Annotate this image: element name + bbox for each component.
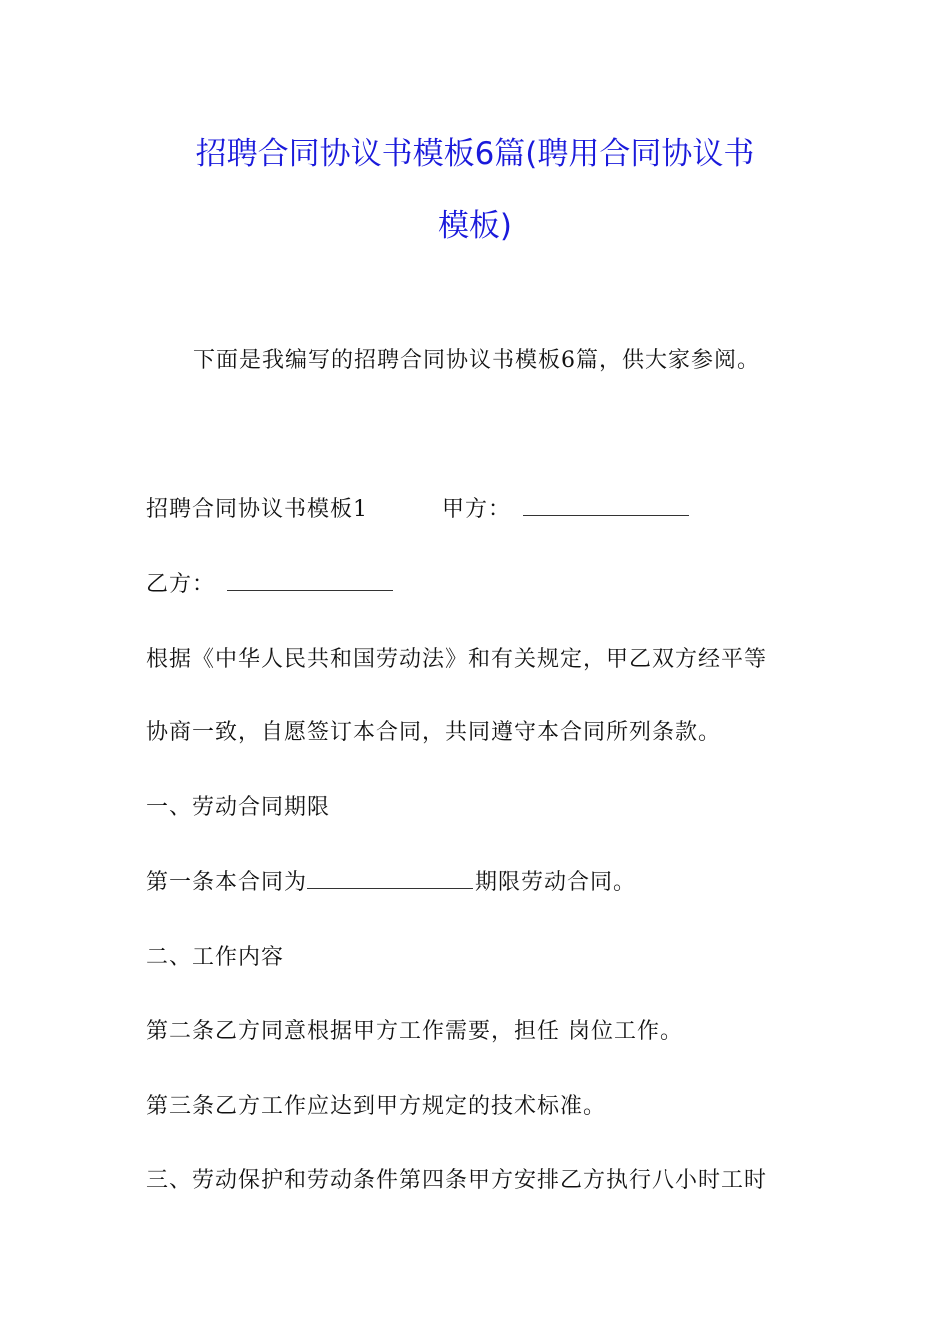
section-3-line: 三、劳动保护和劳动条件第四条甲方安排乙方执行八小时工时 [146,1168,768,1193]
document-title-line-2: 模板) [437,208,513,244]
party-b-blank [227,572,393,591]
article-3: 第三条乙方工作应达到甲方规定的技术标准。 [146,1094,607,1119]
party-b-row [146,571,393,599]
preamble-line-1: 根据《中华人民共和国劳动法》和有关规定，甲乙双方经平等 [146,647,768,672]
article-1 [146,869,636,897]
article-1-after: 期限劳动合同。 [475,870,637,895]
section-1-heading: 一、劳动合同期限 [146,795,331,820]
party-a-label: 甲方： [442,497,512,522]
article-1-before: 第一条本合同为 [146,870,308,895]
template-label: 招聘合同协议书模板1 [146,497,368,522]
party-a-blank [523,497,689,516]
section-2-heading: 二、工作内容 [146,945,285,970]
document-title-line-1: 招聘合同协议书模板6篇(聘用合同协议书 [195,136,755,172]
intro-paragraph: 下面是我编写的招聘合同协议书模板6篇，供大家参阅。 [193,348,760,373]
article-2: 第二条乙方同意根据甲方工作需要，担任 岗位工作。 [146,1019,683,1044]
preamble-line-2: 协商一致，自愿签订本合同，共同遵守本合同所列条款。 [146,720,722,745]
party-b-label: 乙方： [146,572,216,597]
contract-term-blank [307,870,473,889]
template-header-row [146,496,689,524]
